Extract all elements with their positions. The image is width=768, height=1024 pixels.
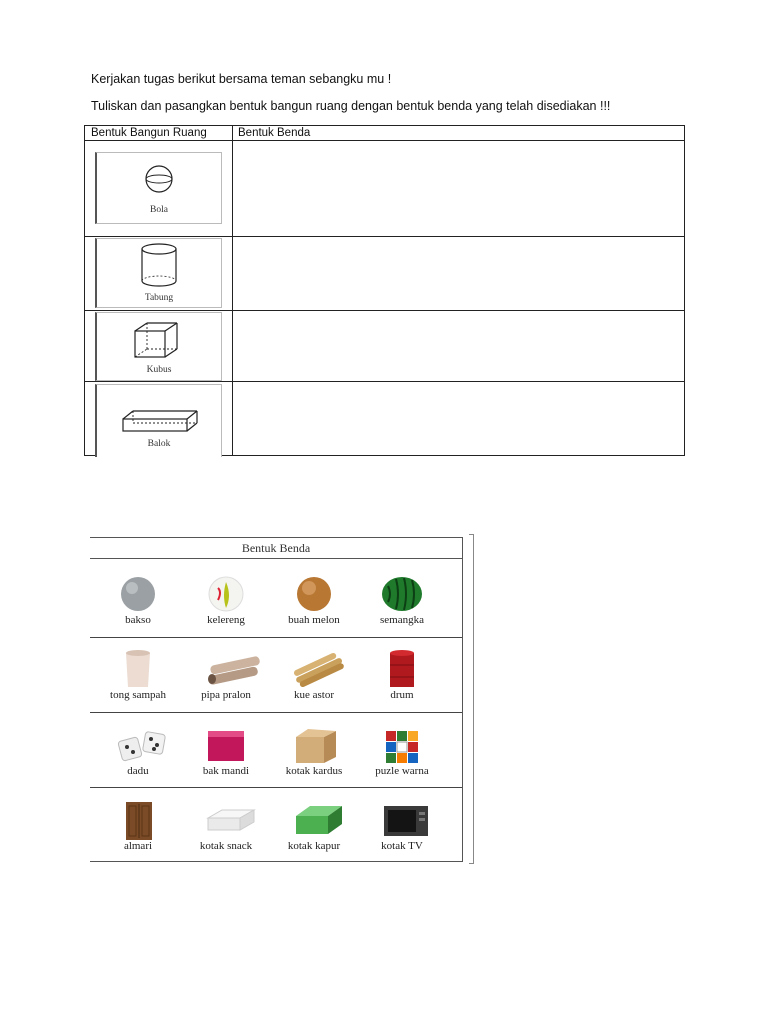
rubiks-cube-icon	[380, 725, 428, 765]
shape-cell-cylinder	[95, 238, 222, 308]
object-kotak-kapur: kotak kapur	[266, 794, 362, 854]
pipe-icon	[204, 649, 264, 689]
melon-icon	[292, 574, 336, 614]
sphere-icon	[97, 153, 221, 205]
shape-label-cuboid: Balok	[147, 439, 171, 449]
object-kue-astor: kue astor	[266, 643, 362, 703]
shape-cell-sphere	[95, 152, 222, 224]
column-header-object: Bentuk Benda	[238, 127, 311, 139]
object-tong-sampah: tong sampah	[90, 643, 186, 703]
object-semangka: semangka	[354, 568, 450, 628]
column-header-shape: Bentuk Bangun Ruang	[91, 127, 207, 139]
cube-icon	[97, 313, 221, 365]
snack-box-icon	[204, 800, 256, 840]
object-drum: drum	[354, 643, 450, 703]
object-pipa-pralon: pipa pralon	[178, 643, 274, 703]
panel-bracket	[469, 534, 474, 864]
marble-icon	[204, 574, 248, 614]
shape-label-sphere: Bola	[150, 205, 168, 215]
shape-label-cylinder: Tabung	[144, 293, 174, 303]
object-kotak-kardus: kotak kardus	[266, 719, 362, 779]
drum-icon	[380, 649, 424, 689]
object-puzle-warna: puzle warna	[354, 719, 450, 779]
object-kotak-tv: kotak TV	[354, 794, 450, 854]
tv-icon	[380, 800, 432, 840]
instruction-line-1: Kerjakan tugas berikut bersama teman sebangku mu !	[91, 72, 392, 86]
astor-wafer-icon	[292, 649, 348, 689]
objects-panel	[90, 532, 474, 862]
meatball-icon	[116, 574, 160, 614]
cylinder-icon	[97, 239, 221, 291]
dice-icon	[116, 725, 176, 765]
object-dadu: dadu	[90, 719, 186, 779]
object-bakso: bakso	[90, 568, 186, 628]
chalk-box-icon	[292, 800, 344, 840]
shape-matching-table	[84, 125, 685, 456]
trash-can-icon	[116, 649, 160, 689]
column-divider	[232, 126, 233, 455]
object-kotak-snack: kotak snack	[178, 794, 274, 854]
object-buah-melon: buah melon	[266, 568, 362, 628]
object-almari: almari	[90, 794, 186, 854]
shape-label-cube: Kubus	[146, 365, 172, 375]
water-tub-icon	[204, 725, 248, 765]
cuboid-icon	[97, 385, 221, 437]
shape-cell-cuboid	[95, 384, 222, 457]
shape-cell-cube	[95, 312, 222, 381]
instruction-line-2: Tuliskan dan pasangkan bentuk bangun ruang dengan bentuk benda yang telah disediakan !!!	[91, 99, 611, 113]
cardboard-box-icon	[292, 725, 340, 765]
wardrobe-icon	[116, 800, 160, 842]
watermelon-icon	[380, 574, 424, 614]
objects-frame	[90, 537, 463, 862]
object-kelereng: kelereng	[178, 568, 274, 628]
objects-panel-title: Bentuk Benda	[90, 538, 462, 559]
object-bak-mandi: bak mandi	[178, 719, 274, 779]
